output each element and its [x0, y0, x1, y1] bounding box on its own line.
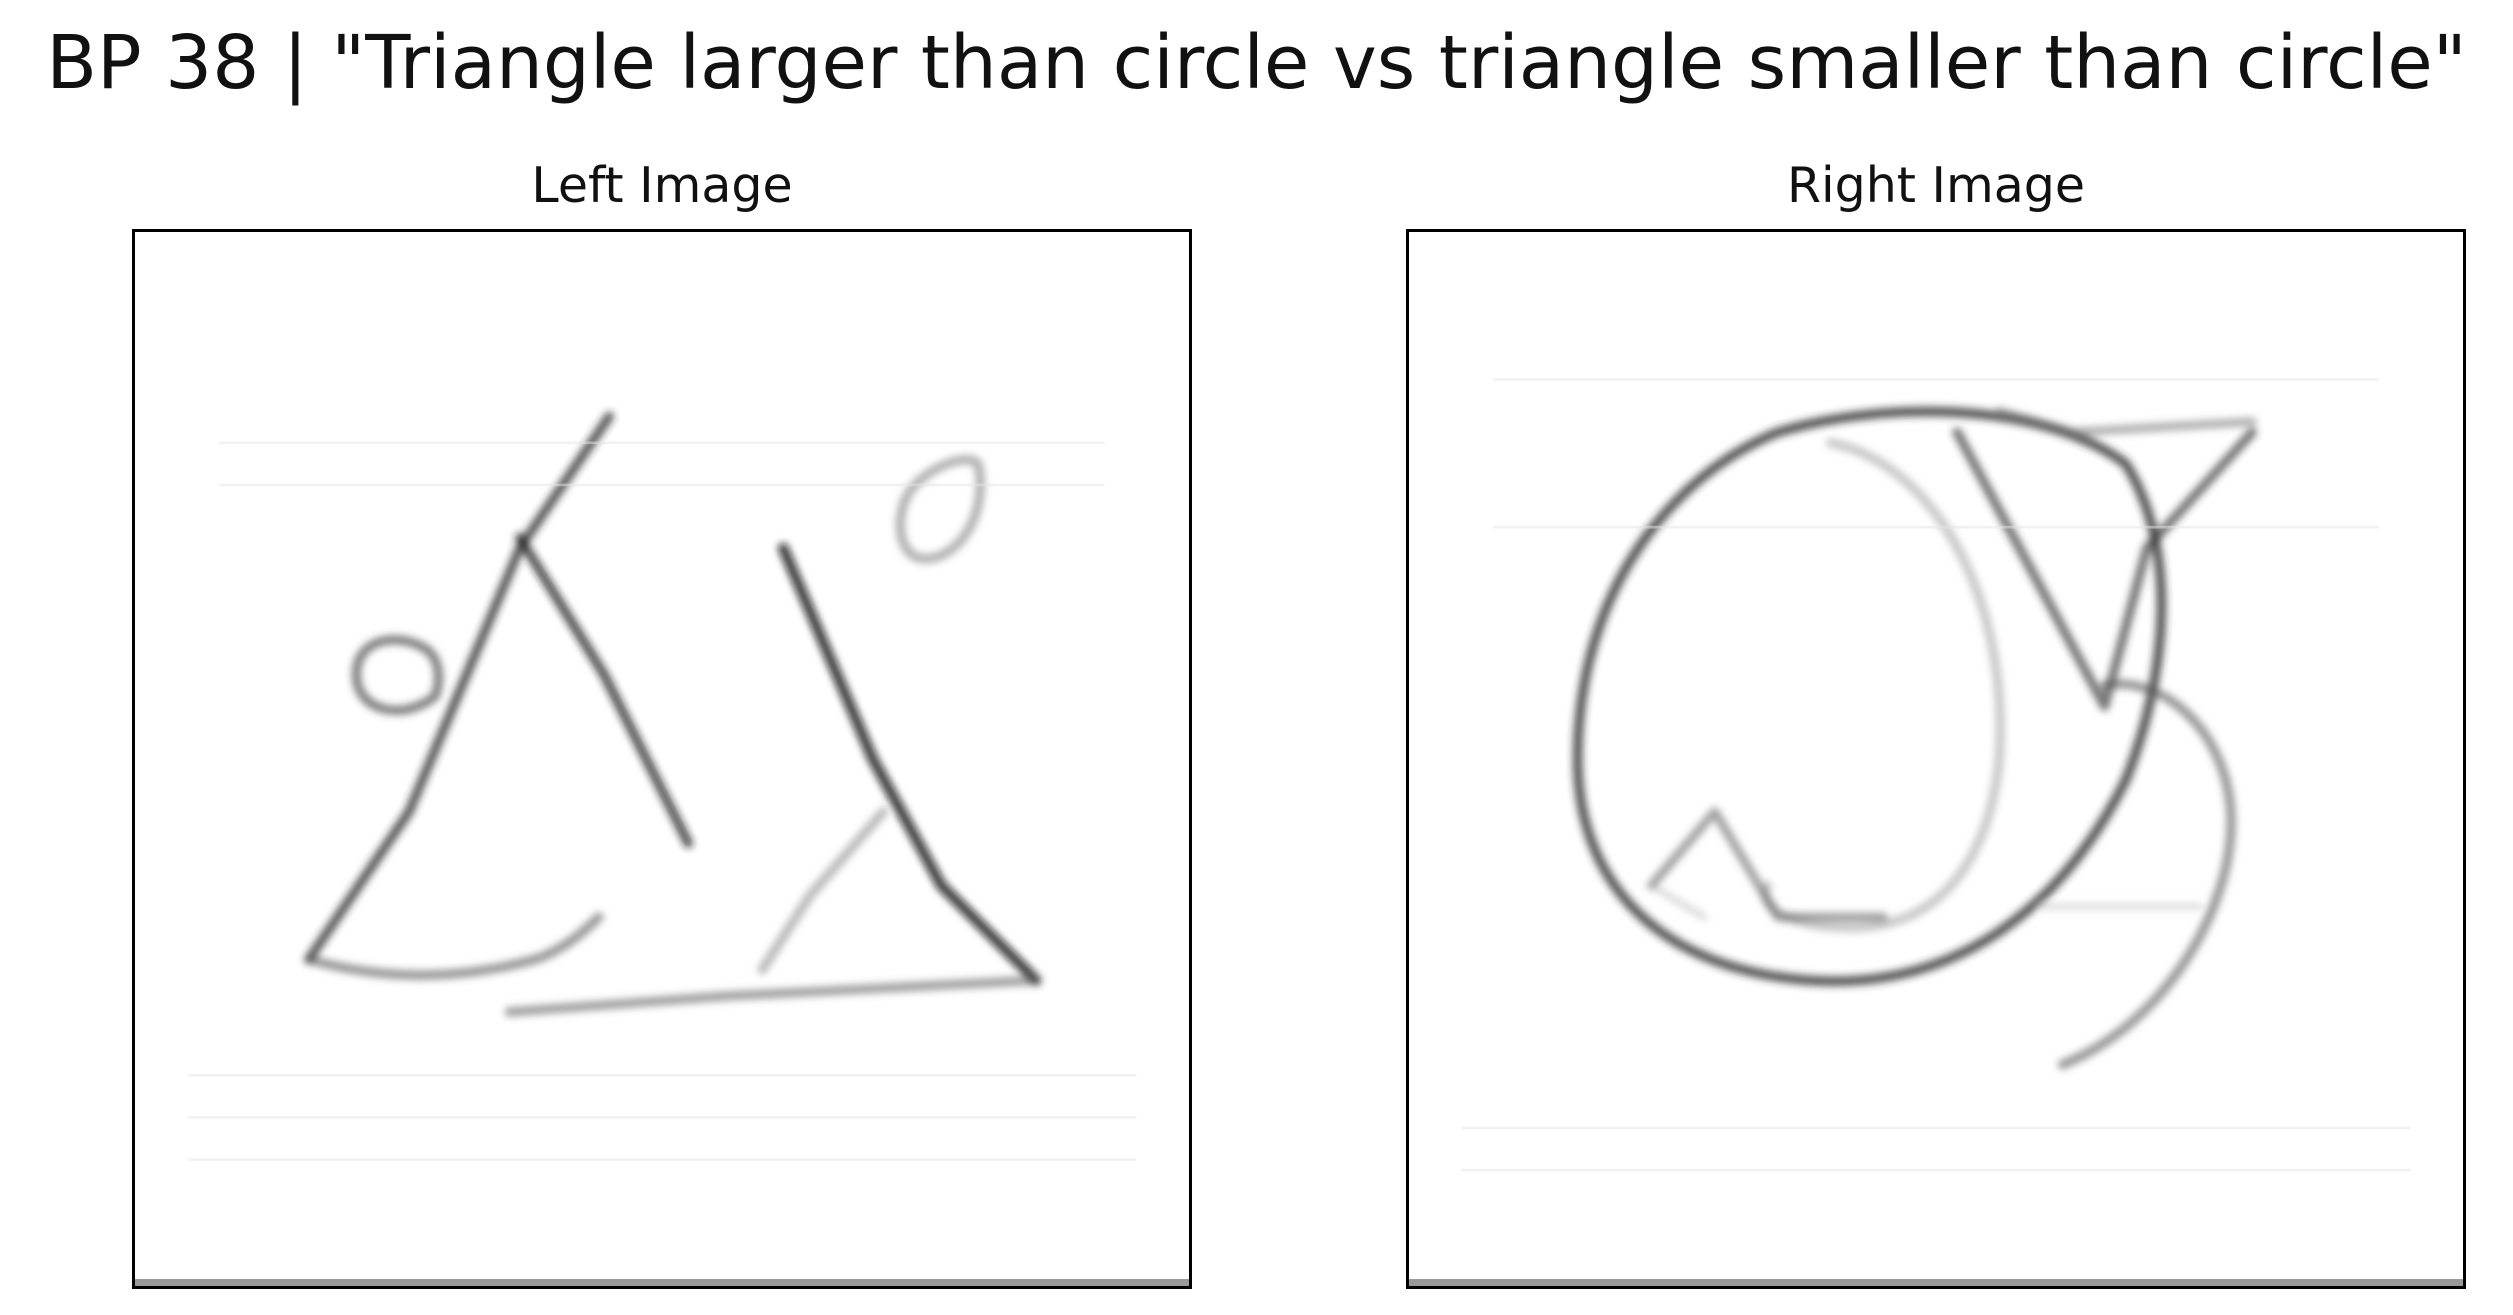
left-image-panel — [132, 229, 1192, 1289]
curve-sketch — [2062, 684, 2231, 1065]
small-circle-sketch-a — [356, 640, 438, 710]
left-image-drawing — [135, 232, 1189, 1286]
small-triangle-sketch-b — [1651, 812, 1883, 917]
small-circle-sketch-b — [900, 460, 980, 559]
background-noise — [1462, 380, 2411, 1171]
right-image-drawing — [1409, 232, 2463, 1286]
figure-title: BP 38 | "Triangle larger than circle vs triangle smaller than circle" — [46, 20, 2467, 106]
right-panel-title: Right Image — [1786, 157, 2086, 214]
right-panel-bottom-edge — [1409, 1279, 2463, 1286]
left-panel-bottom-edge — [135, 1279, 1189, 1286]
left-panel-title: Left Image — [531, 157, 793, 214]
large-triangle-sketch-b — [509, 548, 1036, 1012]
large-circle-sketch-b — [1765, 443, 2000, 928]
right-image-panel — [1406, 229, 2466, 1289]
